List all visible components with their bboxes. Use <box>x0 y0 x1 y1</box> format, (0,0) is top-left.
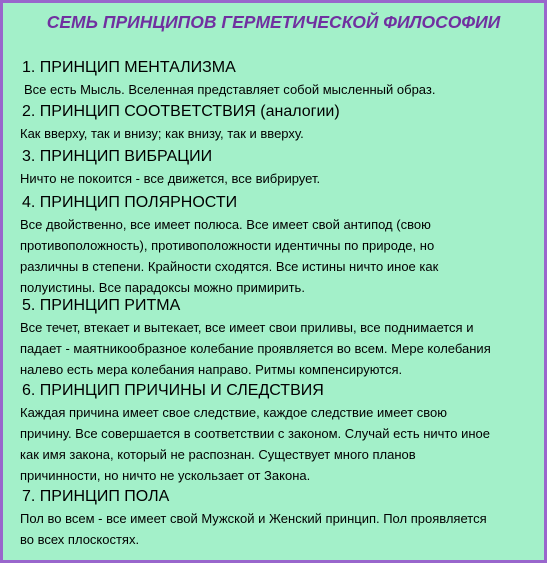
principle-description-line: Все двойственно, все имеет полюса. Все имеет свой антипод (свою <box>20 217 431 232</box>
principle-heading: 7. ПРИНЦИП ПОЛА <box>22 488 170 505</box>
principle-description-line: падает - маятникообразное колебание проявляется во всем. Мере колебания <box>20 341 491 356</box>
principle-rhythm <box>20 295 538 380</box>
principle-description-line: Как вверху, так и внизу; как внизу, так и вверху. <box>20 126 304 141</box>
principle-description-line: Все есть Мысль. Вселенная представляет собой мысленный образ. <box>24 82 436 97</box>
principle-heading: 4. ПРИНЦИП ПОЛЯРНОСТИ <box>22 194 238 211</box>
principle-description-line: Пол во всем - все имеет свой Мужской и Женский принцип. Пол проявляется <box>20 511 487 526</box>
principle-description-line: во всех плоскостях. <box>20 532 140 547</box>
principle-mentalism <box>20 57 538 100</box>
poster-title: СЕМЬ ПРИНЦИПОВ ГЕРМЕТИЧЕСКОЙ ФИЛОСОФИИ <box>46 12 501 32</box>
principle-heading: 1. ПРИНЦИП МЕНТАЛИЗМА <box>22 59 236 76</box>
principle-description-line: противоположность), противоположности идентичны по природе, но <box>20 238 435 253</box>
principle-description-line: Каждая причина имеет свое следствие, каждое следствие имеет свою <box>20 405 448 420</box>
principle-description-line: Все течет, втекает и вытекает, все имеет свои приливы, все поднимается и <box>20 320 474 335</box>
principle-heading: 5. ПРИНЦИП РИТМА <box>22 297 181 314</box>
principle-vibration <box>20 146 538 189</box>
principle-description-line: причинности, но ничто не ускользает от Закона. <box>20 468 311 483</box>
principle-description-line: различны в степени. Крайности сходятся. Все истины ничто иное как <box>20 259 439 274</box>
principle-description-line: причину. Все совершается в соответствии с законом. Случай есть ничто иное <box>20 426 490 441</box>
principle-description-line: полуистины. Все парадоксы можно примирить. <box>20 280 305 295</box>
principle-correspondence <box>20 101 538 144</box>
principle-gender <box>20 486 538 550</box>
principle-heading: 2. ПРИНЦИП СООТВЕТСТВИЯ (аналогии) <box>22 103 340 120</box>
principle-description-line: как имя закона, который не распознан. Существует много планов <box>20 447 416 462</box>
principle-description-line: налево есть мера колебания направо. Ритмы компенсируются. <box>20 362 403 377</box>
principle-polarity <box>20 192 538 298</box>
principle-cause-and-effect <box>20 380 538 486</box>
principle-description-line: Ничто не покоится - все движется, все вибрирует. <box>20 171 321 186</box>
principle-heading: 3. ПРИНЦИП ВИБРАЦИИ <box>22 148 213 165</box>
principle-heading: 6. ПРИНЦИП ПРИЧИНЫ И СЛЕДСТВИЯ <box>22 382 324 399</box>
